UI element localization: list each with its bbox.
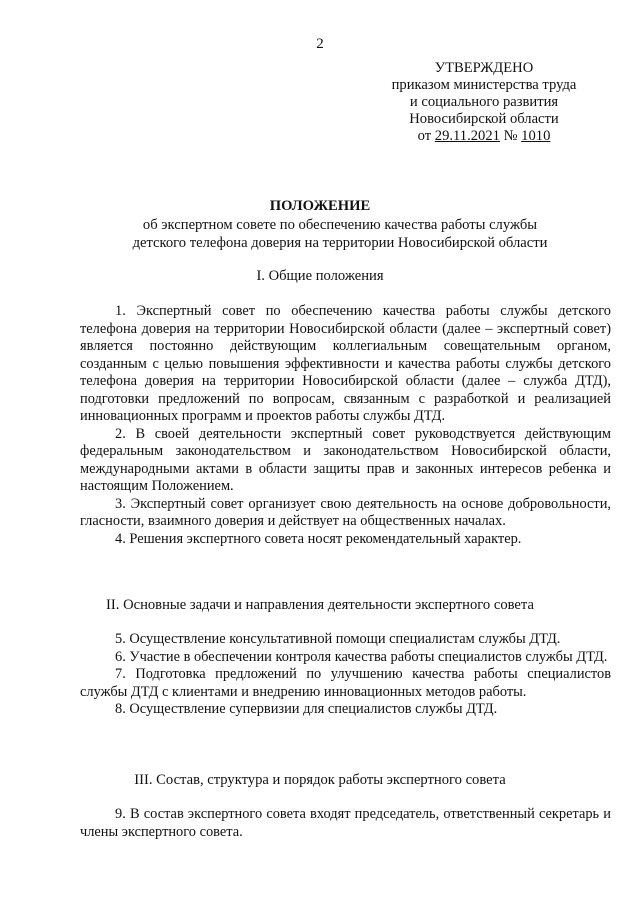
approval-number: 1010 (521, 128, 551, 144)
section-body-2 (80, 631, 611, 719)
approval-line: приказом министерства труда (391, 77, 577, 93)
paragraph-5: 5. Осуществление консультативной помощи специалистам службы ДТД. (115, 631, 561, 647)
paragraph-6: 6. Участие в обеспечении контроля качества работы специалистов службы ДТД. (115, 648, 608, 665)
approval-stamp (378, 60, 590, 145)
section-body-3 (80, 806, 611, 841)
section-heading-3: III. Состав, структура и порядок работы экспертного совета (134, 772, 506, 788)
paragraph-2: 2. В своей деятельности экспертный совет руководствуется действующим федеральным законодательством и законодательством Новосибирской области, международными актами в области защиты прав и законных интересов ребенка и настоящим Положением. (80, 425, 611, 494)
approval-line: Новосибирской области (409, 111, 559, 127)
document-subtitle: об экспертном совете по обеспечению качества работы службы детского телефона доверия на территории Новосибирской области (132, 217, 548, 251)
approval-prefix: от (417, 128, 432, 144)
approval-line: и социального развития (409, 94, 559, 110)
section-heading-1: I. Общие положения (256, 268, 384, 284)
paragraph-9: 9. В состав экспертного совета входят председатель, ответственный секретарь и члены экспертного совета. (80, 806, 611, 840)
page-number: 2 (316, 36, 324, 52)
paragraph-3: 3. Экспертный совет организует свою деятельность на основе добровольности, гласности, взаимного доверия и действует на общественных началах. (80, 495, 611, 529)
paragraph-7: 7. Подготовка предложений по улучшению качества работы специалистов службы ДТД с клиентами и внедрению инновационных методов работы. (80, 666, 611, 700)
approval-heading: УТВЕРЖДЕНО (434, 60, 534, 76)
document-title: ПОЛОЖЕНИЕ (269, 198, 371, 214)
paragraph-8: 8. Осуществление супервизии для специалистов службы ДТД. (115, 701, 498, 717)
section-heading-2: II. Основные задачи и направления деятельности экспертного совета (106, 597, 534, 613)
approval-date-line (378, 128, 590, 145)
paragraph-4: 4. Решения экспертного совета носят рекомендательный характер. (115, 530, 522, 547)
section-body-1 (80, 303, 611, 548)
approval-date: 29.11.2021 (434, 128, 500, 144)
approval-number-sign: № (503, 128, 518, 144)
paragraph-1: 1. Экспертный совет по обеспечению качества работы службы детского телефона доверия на территории Новосибирской области (далее – экспертный совет) является постоянно действующим коллегиальным совещательным органом, созданным с целью повышения эффективности и качества работы службы детского телефона доверия на территории Новосибирской области (далее – служба ДТД), подготовки предложений по вопросам, связанным с разработкой и реализацией инновационных программ и проектов работы службы ДТД. (80, 303, 611, 424)
